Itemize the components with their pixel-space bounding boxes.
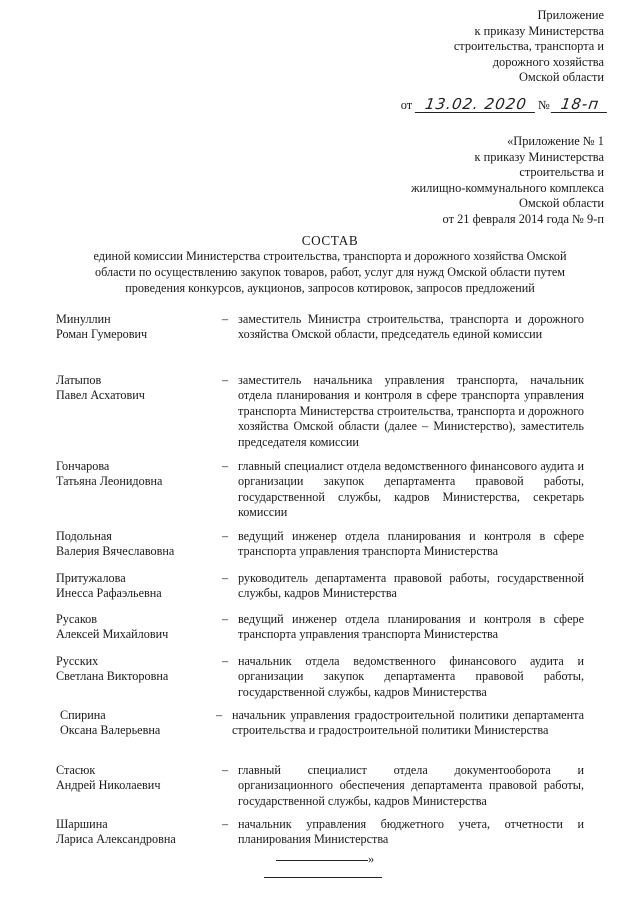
member-surname: Притужалова bbox=[56, 571, 126, 585]
appendix-1-header-line: строительства и bbox=[519, 165, 604, 180]
member-role: начальник отдела ведомственного финансового аудита и организации закупок департамента правовой работы, государственной службы, кадров Министерства bbox=[238, 654, 584, 699]
closing-quote-line bbox=[276, 852, 374, 867]
member-role: заместитель начальника управления транспорта, начальник отдела планирования и контроля в сфере транспорта управления транспорта Министерства строительства, транспорта и дорожного хозяйства Омской области (далее – Министерство), заместитель председателя комиссии bbox=[238, 373, 584, 449]
member-given-name: Андрей Николаевич bbox=[56, 778, 161, 793]
appendix-header-line: к приказу Министерства bbox=[474, 23, 604, 38]
member-surname: Русских bbox=[56, 654, 99, 668]
member-role: начальник управления градостроительной политики департамента строительства и градостроительной политики Министерства bbox=[232, 708, 584, 738]
member-name bbox=[56, 571, 216, 602]
document-subtitle-line: единой комиссии Министерства строительства, транспорта и дорожного хозяйства Омской bbox=[93, 249, 567, 263]
appendix-1-header-line: к приказу Министерства bbox=[474, 149, 604, 164]
appendix-1-header-line: жилищно-коммунального комплекса bbox=[410, 180, 604, 195]
end-divider bbox=[264, 877, 382, 878]
member-name bbox=[56, 529, 216, 560]
member-given-name: Алексей Михайлович bbox=[56, 627, 169, 642]
member-role: ведущий инженер отдела планирования и контроля в сфере транспорта управления транспорта Министерства bbox=[238, 612, 584, 642]
member-surname: Подольная bbox=[56, 529, 112, 543]
member-given-name: Оксана Валерьевна bbox=[60, 723, 161, 738]
member-given-name: Павел Асхатович bbox=[56, 388, 145, 403]
closing-rule bbox=[276, 860, 368, 861]
appendix-header bbox=[454, 8, 604, 86]
member-name bbox=[56, 373, 216, 404]
member-dash: – bbox=[222, 459, 229, 473]
member-given-name: Лариса Александровна bbox=[56, 832, 176, 847]
member-role: руководитель департамента правовой работы, государственной службы, кадров Министерства bbox=[238, 571, 584, 601]
order-date-handwritten: 13.02. 2020 bbox=[415, 96, 537, 113]
order-prefix: от bbox=[400, 98, 413, 112]
member-surname: Спирина bbox=[60, 708, 106, 722]
member-name bbox=[56, 654, 216, 685]
member-name bbox=[56, 312, 216, 343]
member-surname: Шаршина bbox=[56, 817, 108, 831]
member-role: начальник управления бюджетного учета, отчетности и планирования Министерства bbox=[238, 817, 584, 847]
closing-quote: » bbox=[368, 852, 375, 866]
member-role: ведущий инженер отдела планирования и контроля в сфере транспорта управления транспорта Министерства bbox=[238, 529, 584, 559]
appendix-header-line: строительства, транспорта и bbox=[453, 39, 604, 54]
member-dash: – bbox=[222, 763, 229, 777]
member-dash: – bbox=[222, 571, 229, 585]
document-subtitle-line: области по осуществлению закупок товаров, работ, услуг для нужд Омской области путем bbox=[95, 264, 565, 279]
order-reference-line bbox=[401, 96, 608, 113]
document-heading bbox=[60, 232, 600, 296]
member-name bbox=[56, 459, 216, 490]
member-given-name: Светлана Викторовна bbox=[56, 669, 169, 684]
member-surname: Латыпов bbox=[56, 373, 102, 387]
order-number-handwritten: 18-п bbox=[551, 96, 609, 113]
member-role: главный специалист отдела документооборота и организационного обеспечения департамента правовой работы, государственной службы, кадров Министерства bbox=[238, 763, 584, 808]
appendix-1-header-line: от 21 февраля 2014 года № 9-п bbox=[442, 211, 604, 226]
member-role: главный специалист отдела ведомственного финансового аудита и организации закупок департамента правовой работы, государственной службы, кадров Министерства, секретарь комиссии bbox=[238, 459, 584, 520]
member-dash: – bbox=[222, 612, 229, 626]
member-dash: – bbox=[222, 373, 229, 387]
member-surname: Гончарова bbox=[56, 459, 110, 473]
appendix-header-line: Омской области bbox=[518, 70, 604, 85]
member-surname: Стасюк bbox=[56, 763, 96, 777]
document-subtitle-line: проведения конкурсов, аукционов, запросов котировок, запросов предложений bbox=[125, 280, 535, 295]
appendix-header-line: Приложение bbox=[537, 8, 604, 22]
member-name bbox=[56, 817, 216, 848]
member-given-name: Роман Гумерович bbox=[56, 327, 148, 342]
member-surname: Минуллин bbox=[56, 312, 111, 326]
member-dash: – bbox=[222, 817, 229, 831]
member-surname: Русаков bbox=[56, 612, 97, 626]
member-name bbox=[56, 763, 216, 794]
appendix-1-header bbox=[411, 134, 604, 228]
appendix-1-header-line: Омской области bbox=[518, 196, 604, 211]
member-given-name: Татьяна Леонидовна bbox=[56, 474, 163, 489]
member-given-name: Валерия Вячеславовна bbox=[56, 544, 175, 559]
member-dash: – bbox=[222, 529, 229, 543]
member-name bbox=[60, 708, 223, 739]
member-dash: – bbox=[216, 708, 223, 722]
appendix-1-header-line: «Приложение № 1 bbox=[507, 134, 604, 148]
member-dash: – bbox=[222, 312, 229, 326]
member-name bbox=[56, 612, 216, 643]
member-given-name: Инесса Рафаэльевна bbox=[56, 586, 162, 601]
member-dash: – bbox=[222, 654, 229, 668]
order-number-sign: № bbox=[538, 98, 550, 112]
appendix-header-line: дорожного хозяйства bbox=[492, 54, 604, 69]
document-title: СОСТАВ bbox=[301, 233, 359, 248]
member-role: заместитель Министра строительства, транспорта и дорожного хозяйства Омской области, председатель единой комиссии bbox=[238, 312, 584, 342]
